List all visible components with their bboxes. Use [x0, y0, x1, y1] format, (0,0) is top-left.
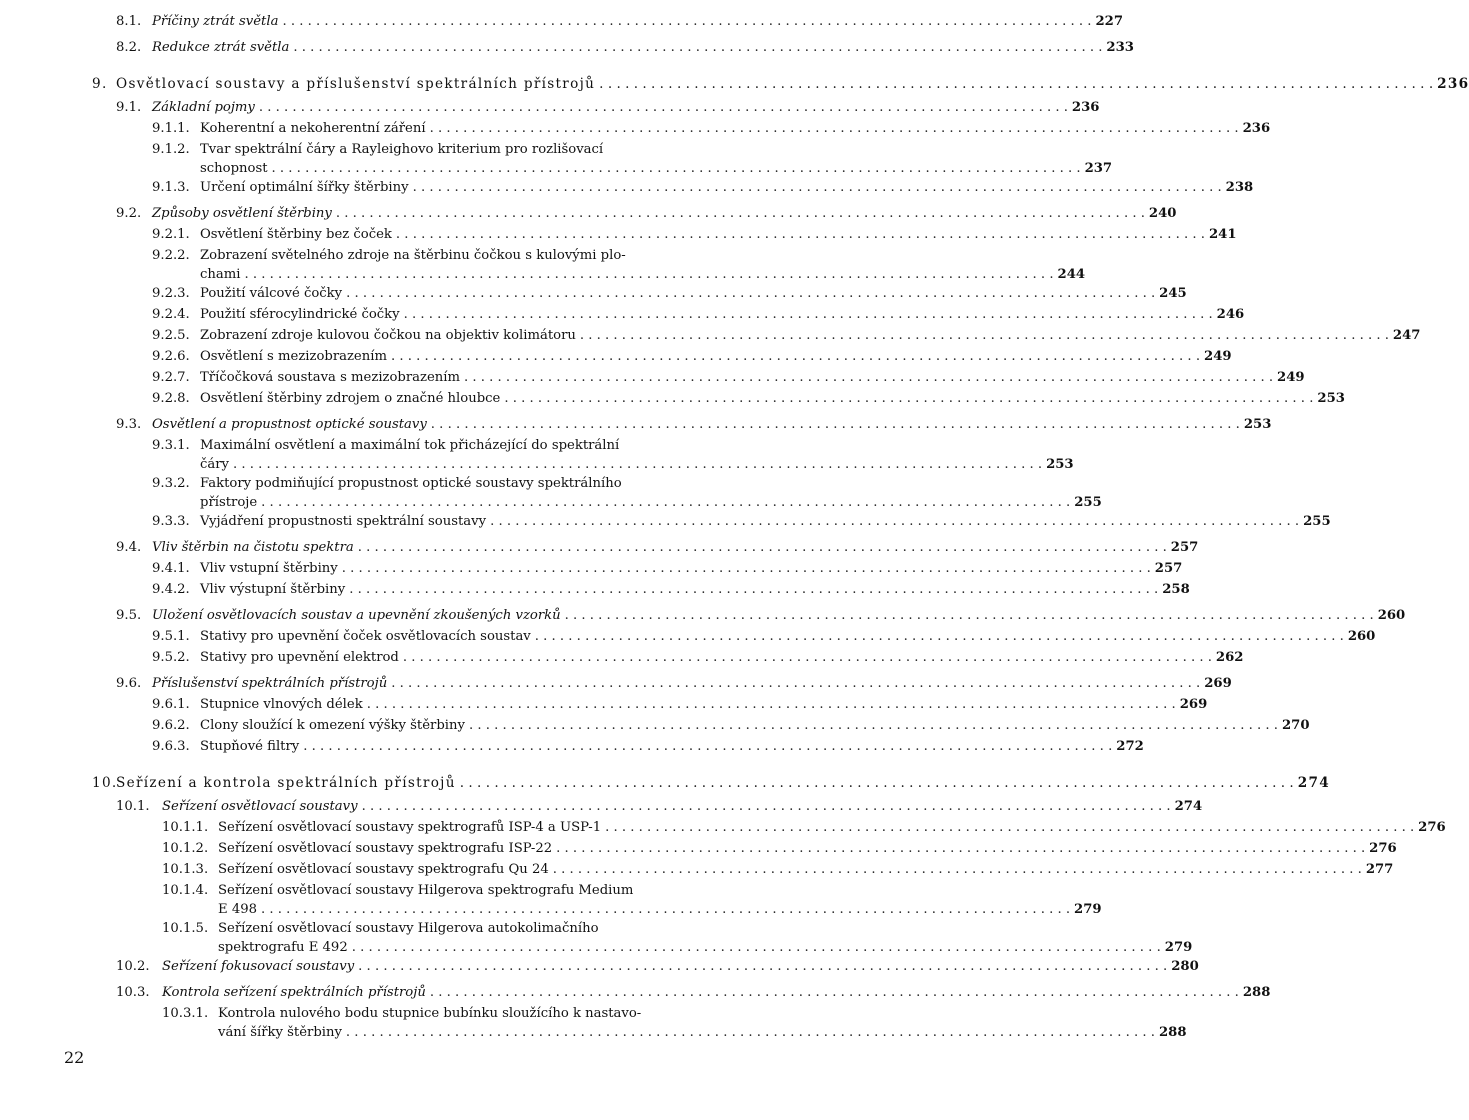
- toc-entry: [152, 286, 1187, 302]
- leader-dots: [391, 349, 1200, 365]
- toc-entry-number: 10.: [92, 775, 118, 791]
- toc-entry: [152, 328, 1421, 344]
- toc-entry: [162, 883, 728, 899]
- toc-entry-title: Stupnice vlnových délek: [200, 697, 363, 712]
- toc-entry-page: 241: [1208, 227, 1237, 242]
- toc-entry-page: 269: [1204, 676, 1232, 691]
- toc-entry-title: Osvětlení štěrbiny zdrojem o značné hloubce: [200, 391, 501, 406]
- toc-entry-title: Osvětlení a propustnost optické soustavy: [152, 417, 427, 432]
- toc-entry: [116, 14, 1124, 30]
- leader-dots: [430, 985, 1239, 1001]
- toc-entry: [116, 40, 1134, 56]
- toc-entry-title: Kontrola seřízení spektrálních přístrojů: [162, 985, 426, 1000]
- toc-entry-number: 9.5.2.: [152, 650, 190, 665]
- leader-dots: [460, 775, 1294, 791]
- leader-dots: [565, 608, 1374, 624]
- toc-entry-title-continued: spektrografu E 492: [218, 940, 348, 955]
- toc-entry-title: Koherentní a nekoherentní záření: [200, 121, 426, 136]
- toc-entry-title: Vliv vstupní štěrbiny: [200, 561, 338, 576]
- toc-entry-number: 9.1.2.: [152, 142, 190, 157]
- toc-entry: [162, 820, 1446, 836]
- toc-entry-page: 276: [1418, 820, 1446, 835]
- leader-dots: [413, 180, 1222, 196]
- toc-entry: [152, 629, 1376, 645]
- leader-dots: [431, 417, 1240, 433]
- toc-entry-title: Určení optimální šířky štěrbiny: [200, 180, 409, 195]
- leader-dots: [396, 227, 1205, 243]
- toc-entry-page: 288: [1242, 985, 1271, 1000]
- toc-entry: [152, 391, 1345, 407]
- toc-entry-page: 279: [1164, 940, 1193, 955]
- toc-entry-number: 10.1.1.: [162, 820, 209, 835]
- toc-entry-page: 249: [1277, 370, 1305, 385]
- toc-entry: [162, 862, 1394, 878]
- toc-entry-number: 9.2.2.: [152, 248, 190, 263]
- leader-dots: [358, 540, 1167, 556]
- leader-dots: [282, 14, 1091, 30]
- toc-entry-number: 9.5.: [116, 608, 142, 623]
- leader-dots: [261, 495, 1070, 511]
- toc-entry-continuation: [200, 457, 1074, 473]
- toc-entry-number: 8.2.: [116, 40, 142, 55]
- toc-entry-page: 255: [1074, 495, 1102, 510]
- toc-entry-number: 9.2.8.: [152, 391, 190, 406]
- toc-entry-number: 9.1.: [116, 100, 142, 115]
- toc-entry-title: Redukce ztrát světla: [152, 40, 290, 55]
- toc-entry: [116, 608, 1406, 624]
- toc-entry-title: Stativy pro upevnění čoček osvětlovacích soustav: [200, 629, 531, 644]
- leader-dots: [605, 820, 1414, 836]
- toc-entry-page: 257: [1170, 540, 1199, 555]
- toc-entry-number: 9.1.3.: [152, 180, 190, 195]
- toc-entry: [162, 1006, 728, 1022]
- toc-entry: [152, 476, 728, 492]
- toc-entry-title: Faktory podmiňující propustnost optické soustavy spektrálního: [200, 476, 622, 491]
- leader-dots: [346, 1025, 1155, 1041]
- toc-entry-title: Použití sférocylindrické čočky: [200, 307, 400, 322]
- toc-entry-title: Seřízení a kontrola spektrálních přístrojů: [116, 775, 456, 791]
- toc-entry-title: Způsoby osvětlení štěrbiny: [152, 206, 332, 221]
- toc-entry: [116, 100, 1100, 116]
- toc-entry: [152, 142, 728, 158]
- toc-entry-page: 288: [1158, 1025, 1187, 1040]
- toc-entry-number: 9.6.1.: [152, 697, 190, 712]
- toc-entry-number: 9.3.3.: [152, 514, 190, 529]
- toc-entry-page: 274: [1297, 775, 1331, 791]
- toc-entry-continuation: [200, 161, 1113, 177]
- toc-entry-title: Seřízení osvětlovací soustavy spektrografu ISP-22: [218, 841, 553, 856]
- leader-dots: [352, 940, 1161, 956]
- toc-entry: [152, 697, 1208, 713]
- toc-entry-continuation: [218, 902, 1102, 918]
- toc-entry-number: 9.4.2.: [152, 582, 190, 597]
- leader-dots: [346, 286, 1155, 302]
- toc-entry: [152, 650, 1244, 666]
- toc-entry-title: Tříčočková soustava s mezizobrazením: [200, 370, 460, 385]
- toc-entry: [116, 540, 1199, 556]
- leader-dots: [580, 328, 1389, 344]
- toc-entry: [152, 514, 1331, 530]
- toc-entry-page: 238: [1225, 180, 1254, 195]
- leader-dots: [358, 959, 1167, 975]
- toc-entry-title: Uložení osvětlovacích soustav a upevnění zkoušených vzorků: [152, 608, 561, 623]
- toc-entry-title: Seřízení osvětlovací soustavy Hilgerova spektrografu Medium: [218, 883, 634, 898]
- toc-entry-number: 9.6.2.: [152, 718, 190, 733]
- toc-entry-title: Příslušenství spektrálních přístrojů: [152, 676, 388, 691]
- toc-entry: [152, 582, 1190, 598]
- toc-entry-title-continued: chami: [200, 267, 241, 282]
- toc-entry-title: Seřízení osvětlovací soustavy spektrografů ISP-4 a USP-1: [218, 820, 602, 835]
- toc-entry-title: Osvětlení s mezizobrazením: [200, 349, 387, 364]
- toc-entry-number: 9.2.: [116, 206, 142, 221]
- leader-dots: [244, 267, 1053, 283]
- toc-entry: [116, 959, 1199, 975]
- leader-dots: [293, 40, 1102, 56]
- toc-entry-title-continued: schopnost: [200, 161, 268, 176]
- leader-dots: [342, 561, 1151, 577]
- toc-entry-page: 236: [1437, 76, 1469, 92]
- toc-entry: [152, 718, 1310, 734]
- toc-entry-title: Kontrola nulového bodu stupnice bubínku sloužícího k nastavo-: [218, 1006, 642, 1021]
- toc-entry-number: 10.1.2.: [162, 841, 209, 856]
- toc-entry-number: 10.3.: [116, 985, 150, 1000]
- toc-entry-number: 8.1.: [116, 14, 142, 29]
- toc-entry-number: 10.1.3.: [162, 862, 209, 877]
- toc-entry: [116, 799, 1203, 815]
- page-number: 22: [64, 1048, 85, 1067]
- leader-dots: [362, 799, 1171, 815]
- toc-entry-page: 255: [1303, 514, 1331, 529]
- toc-entry-page: 240: [1148, 206, 1177, 221]
- toc-entry: [152, 739, 1144, 755]
- toc-entry-page: 269: [1179, 697, 1208, 712]
- toc-entry-title: Vyjádření propustnosti spektrální soustavy: [200, 514, 487, 529]
- toc-entry-page: 253: [1317, 391, 1345, 406]
- toc-entry-title-continued: vání šířky štěrbiny: [218, 1025, 342, 1040]
- toc-entry-number: 9.: [92, 76, 108, 92]
- toc-entry-number: 9.2.4.: [152, 307, 190, 322]
- toc-entry-page: 274: [1174, 799, 1203, 814]
- toc-entry-title: Tvar spektrální čáry a Rayleighovo kriterium pro rozlišovací: [200, 142, 604, 157]
- toc-entry-title: Zobrazení světelného zdroje na štěrbinu čočkou s kulovými plo-: [200, 248, 626, 263]
- toc-entry: [116, 676, 1232, 692]
- toc-entry-number: 10.1.4.: [162, 883, 209, 898]
- toc-entry-title: Základní pojmy: [152, 100, 255, 115]
- toc-entry-page: 227: [1095, 14, 1124, 29]
- toc-entry-number: 9.2.1.: [152, 227, 190, 242]
- toc-entry-title: Stativy pro upevnění elektrod: [200, 650, 399, 665]
- toc-entry-number: 9.2.6.: [152, 349, 190, 364]
- toc-entry-page: 260: [1377, 608, 1406, 623]
- toc-entry-number: 9.2.5.: [152, 328, 190, 343]
- toc-entry-title: Zobrazení zdroje kulovou čočkou na objektiv kolimátoru: [200, 328, 576, 343]
- toc-entry-number: 9.2.3.: [152, 286, 190, 301]
- toc-entry-title: Použití válcové čočky: [200, 286, 343, 301]
- leader-dots: [391, 676, 1200, 692]
- toc-entry-page: 277: [1365, 862, 1394, 877]
- toc-entry-page: 270: [1281, 718, 1310, 733]
- toc-entry-title: Seřízení fokusovací soustavy: [162, 959, 355, 974]
- leader-dots: [404, 307, 1213, 323]
- toc-entry-number: 9.3.: [116, 417, 142, 432]
- toc-entry-number: 10.2.: [116, 959, 150, 974]
- toc-entry-page: 258: [1162, 582, 1190, 597]
- toc-entry-number: 10.3.1.: [162, 1006, 209, 1021]
- toc-entry-continuation: [200, 495, 1102, 511]
- toc-entry-continuation: [218, 1025, 1187, 1041]
- leader-dots: [553, 862, 1362, 878]
- toc-entry-continuation: [200, 267, 1086, 283]
- toc-entry-title: Seřízení osvětlovací soustavy Hilgerova autokolimačního: [218, 921, 599, 936]
- leader-dots: [367, 697, 1176, 713]
- leader-dots: [469, 718, 1278, 734]
- toc-entry-number: 9.6.3.: [152, 739, 190, 754]
- toc-entry-page: 262: [1215, 650, 1244, 665]
- toc-entry: [152, 349, 1232, 365]
- toc-entry-title-continued: přístroje: [200, 495, 258, 510]
- toc-entry-title: Osvětlení štěrbiny bez čoček: [200, 227, 392, 242]
- toc-entry-number: 9.1.1.: [152, 121, 190, 136]
- toc-entry: [152, 227, 1237, 243]
- toc-entry-page: 244: [1057, 267, 1086, 282]
- toc-entry: [152, 121, 1271, 137]
- toc-entry-page: 247: [1392, 328, 1421, 343]
- leader-dots: [430, 121, 1239, 137]
- toc-entry-page: 260: [1347, 629, 1376, 644]
- toc-entry: [92, 76, 1469, 92]
- leader-dots: [261, 902, 1070, 918]
- toc-entry: [152, 307, 1245, 323]
- toc-entry-title: Příčiny ztrát světla: [152, 14, 279, 29]
- toc-entry-page: 249: [1204, 349, 1232, 364]
- toc-entry-number: 10.1.5.: [162, 921, 209, 936]
- toc-entry: [152, 370, 1305, 386]
- toc-entry-title-continued: E 498: [218, 902, 257, 917]
- leader-dots: [556, 841, 1365, 857]
- toc-entry: [116, 206, 1177, 222]
- toc-entry-page: 253: [1046, 457, 1074, 472]
- toc-entry-number: 9.3.2.: [152, 476, 190, 491]
- toc-entry-number: 9.5.1.: [152, 629, 190, 644]
- toc-entry-page: 272: [1116, 739, 1144, 754]
- toc-entry: [152, 438, 728, 454]
- toc-entry-title: Maximální osvětlení a maximální tok přicházející do spektrální: [200, 438, 620, 453]
- toc-entry-page: 236: [1071, 100, 1100, 115]
- toc-entry-number: 9.2.7.: [152, 370, 190, 385]
- toc-entry-page: 253: [1243, 417, 1272, 432]
- leader-dots: [336, 206, 1145, 222]
- leader-dots: [504, 391, 1313, 407]
- toc-entry-number: 9.3.1.: [152, 438, 190, 453]
- toc-entry-title-continued: čáry: [200, 457, 230, 472]
- toc-entry-page: 236: [1242, 121, 1271, 136]
- toc-entry-title: Stupňové filtry: [200, 739, 300, 754]
- toc-entry-title: Osvětlovací soustavy a příslušenství spektrálních přístrojů: [116, 76, 596, 92]
- leader-dots: [535, 629, 1344, 645]
- leader-dots: [272, 161, 1081, 177]
- toc-entry-title: Clony sloužící k omezení výšky štěrbiny: [200, 718, 465, 733]
- toc-entry-page: 279: [1074, 902, 1102, 917]
- toc-entry: [162, 921, 728, 937]
- leader-dots: [464, 370, 1273, 386]
- toc-entry: [116, 985, 1271, 1001]
- toc-entry: [116, 417, 1272, 433]
- leader-dots: [403, 650, 1212, 666]
- toc-entry-page: 245: [1159, 286, 1187, 301]
- leader-dots: [599, 76, 1433, 92]
- toc-entry: [162, 841, 1397, 857]
- toc-entry-title: Seřízení osvětlovací soustavy spektrografu Qu 24: [218, 862, 549, 877]
- leader-dots: [349, 582, 1158, 598]
- toc-entry-page: 233: [1106, 40, 1134, 55]
- toc-entry-page: 237: [1084, 161, 1113, 176]
- toc-entry-page: 280: [1171, 959, 1199, 974]
- leader-dots: [233, 457, 1042, 473]
- toc-entry-continuation: [218, 940, 1193, 956]
- toc-entry-number: 9.4.: [116, 540, 142, 555]
- toc-entry-number: 9.4.1.: [152, 561, 190, 576]
- toc-entry-number: 9.6.: [116, 676, 142, 691]
- toc-entry: [152, 561, 1183, 577]
- toc-entry-title: Vliv štěrbin na čistotu spektra: [152, 540, 354, 555]
- toc-entry: [92, 775, 1331, 791]
- toc-entry-title: Vliv výstupní štěrbiny: [200, 582, 346, 597]
- toc-entry: [152, 248, 728, 264]
- toc-entry-page: 257: [1154, 561, 1183, 576]
- leader-dots: [259, 100, 1068, 116]
- toc-entry-page: 276: [1369, 841, 1397, 856]
- toc-entry-title: Seřízení osvětlovací soustavy: [162, 799, 358, 814]
- leader-dots: [303, 739, 1112, 755]
- toc-entry-page: 246: [1216, 307, 1245, 322]
- toc-entry-number: 10.1.: [116, 799, 150, 814]
- leader-dots: [490, 514, 1299, 530]
- toc-entry: [152, 180, 1254, 196]
